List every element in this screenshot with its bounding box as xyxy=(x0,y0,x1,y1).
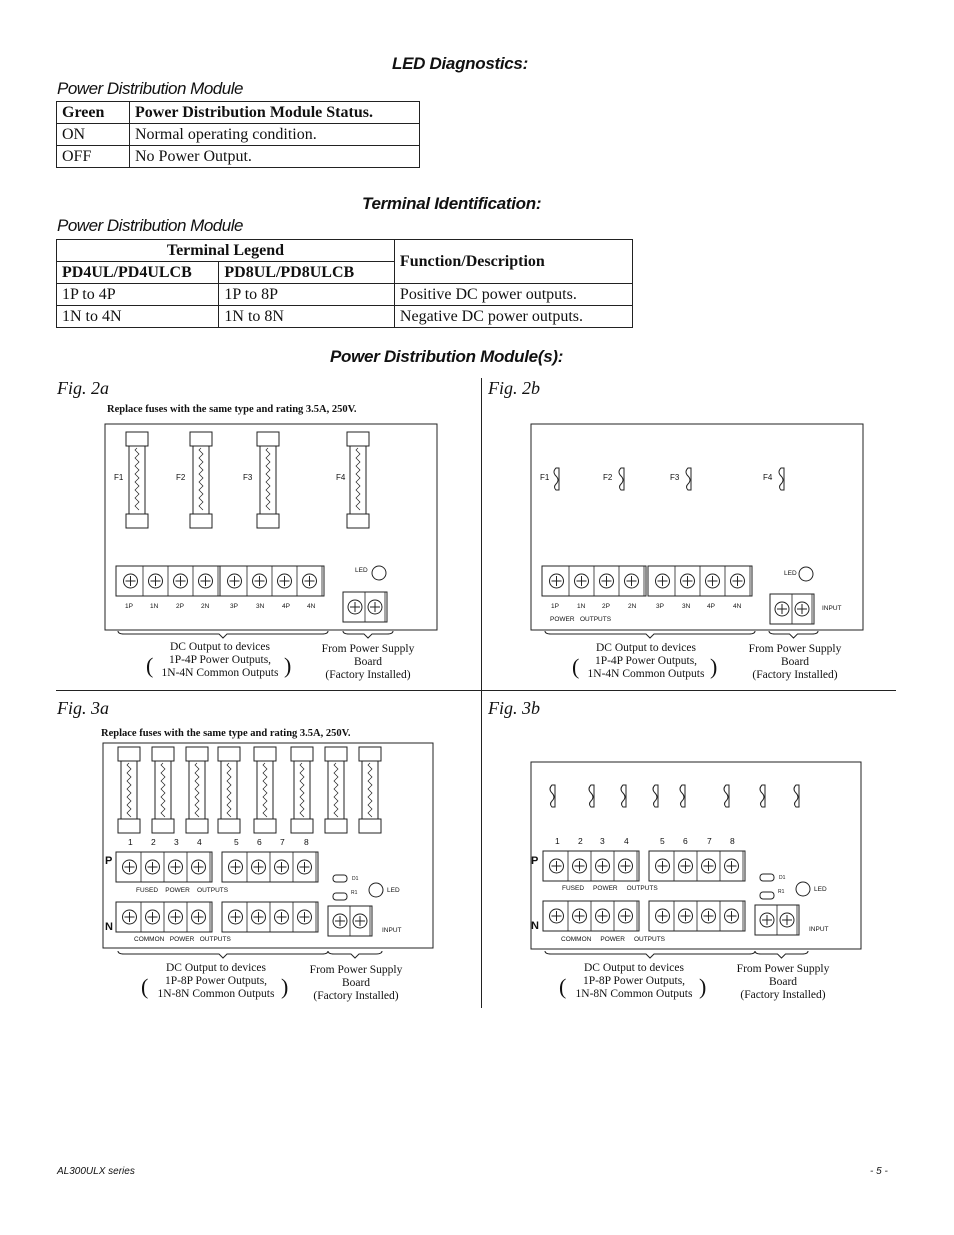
table-cell: Normal operating condition. xyxy=(130,124,420,146)
caption-line: (Factory Installed) xyxy=(325,669,411,681)
fuse-cap xyxy=(257,432,279,446)
terminal-label: 4N xyxy=(307,603,316,610)
number-label: 3 xyxy=(174,837,179,847)
r1-label: R1 xyxy=(351,890,358,896)
fuse-element xyxy=(356,448,360,510)
led-indicator xyxy=(799,567,813,581)
modules-title: Power Distribution Module(s): xyxy=(330,347,564,366)
input-label: INPUT xyxy=(822,605,842,612)
fuse-clip xyxy=(550,785,555,807)
fuse-cap xyxy=(359,747,381,761)
fuse-clip xyxy=(794,785,799,807)
fused-power-outputs-label: FUSED POWER OUTPUTS xyxy=(562,885,658,892)
fuse-cap xyxy=(347,432,369,446)
fig-2b-from-caption xyxy=(740,643,850,682)
fuse-element xyxy=(227,763,231,817)
fuse-label: F1 xyxy=(540,473,550,482)
fuse-clip xyxy=(680,785,685,807)
fuse-cap xyxy=(291,819,313,833)
fuse-cap xyxy=(118,747,140,761)
led-diagnostics-title: LED Diagnostics: xyxy=(392,54,528,73)
terminal-label: 2N xyxy=(628,603,637,610)
brace xyxy=(118,631,328,638)
caption-line: DC Output to devices xyxy=(166,962,266,974)
caption-line: From Power Supply xyxy=(309,964,403,976)
number-label: 1 xyxy=(555,836,560,846)
table-cell: 1P to 8P xyxy=(219,284,395,306)
fig-2a-from-caption xyxy=(313,643,423,682)
table-cell: OFF xyxy=(57,146,130,168)
left-paren: ( xyxy=(572,654,580,679)
header-cell: Function/Description xyxy=(394,240,632,284)
footer-series: AL300ULX series xyxy=(57,1166,135,1177)
terminal-label: 4P xyxy=(282,603,290,610)
left-paren: ( xyxy=(141,974,149,999)
caption-line: Board xyxy=(353,656,383,668)
fuse-body xyxy=(328,761,344,819)
input-label: INPUT xyxy=(382,927,402,934)
led-module-title: Power Distribution Module xyxy=(57,79,243,98)
d1-label: D1 xyxy=(779,875,786,881)
fuse-label: F1 xyxy=(114,473,124,482)
terminal-label: 4P xyxy=(707,603,715,610)
table-cell: 1N to 8N xyxy=(219,306,395,328)
number-label: 1 xyxy=(128,837,133,847)
caption-line: Board xyxy=(768,976,798,988)
brace xyxy=(343,631,393,638)
terminal-label: 3N xyxy=(256,603,265,610)
fuse-body xyxy=(294,761,310,819)
fuse-clip xyxy=(653,785,658,807)
fuse-clip xyxy=(589,785,594,807)
common-power-outputs-label: COMMON POWER OUTPUTS xyxy=(134,936,231,943)
led-indicator xyxy=(372,566,386,580)
fuse-label: F4 xyxy=(763,473,773,482)
n-label: N xyxy=(105,921,113,933)
power-outputs-label: POWER OUTPUTS xyxy=(550,616,612,623)
number-label: 7 xyxy=(280,837,285,847)
fig-3a-label: Fig. 3a xyxy=(57,698,109,718)
fuse-element xyxy=(334,763,338,817)
led-indicator xyxy=(369,883,383,897)
caption-line: 1N-8N Common Outputs xyxy=(157,988,275,1000)
fuse-element xyxy=(127,763,131,817)
brace xyxy=(545,631,755,638)
terminal-label: 1N xyxy=(577,603,586,610)
table-cell: 1P to 4P xyxy=(57,284,219,306)
fig-2a-dc-caption xyxy=(158,641,282,680)
fuse-element xyxy=(195,763,199,817)
caption-line: Board xyxy=(780,656,810,668)
terminal-label: 3P xyxy=(230,603,238,610)
fuse-element xyxy=(263,763,267,817)
fuse-cap xyxy=(325,819,347,833)
number-label: 8 xyxy=(730,836,735,846)
header-cell: Terminal Legend xyxy=(57,240,395,262)
number-label: 2 xyxy=(578,836,583,846)
fuse-body xyxy=(189,761,205,819)
brace xyxy=(118,951,328,958)
fig-2b-label: Fig. 2b xyxy=(488,378,540,398)
fig-3b-label: Fig. 3b xyxy=(488,698,540,718)
left-paren: ( xyxy=(146,653,154,678)
caption-line: 1N-4N Common Outputs xyxy=(161,667,279,679)
fuse-clip xyxy=(621,785,626,807)
terminal-label: 1P xyxy=(551,603,559,610)
p-label: P xyxy=(531,855,539,867)
fig-2b-board xyxy=(531,424,863,630)
table-cell: 1N to 4N xyxy=(57,306,219,328)
fuse-cap xyxy=(254,747,276,761)
fig-3a-from-caption xyxy=(301,964,411,1003)
number-label: 2 xyxy=(151,837,156,847)
caption-line: DC Output to devices xyxy=(596,642,696,654)
right-paren: ) xyxy=(284,653,292,678)
diode-d1 xyxy=(333,875,347,882)
terminal-label: 2N xyxy=(201,603,210,610)
caption-line: 1P-4P Power Outputs, xyxy=(168,654,272,666)
input-label: INPUT xyxy=(809,926,829,933)
fuse-cap xyxy=(126,514,148,528)
fig-2a-note: Replace fuses with the same type and rating 3.5A, 250V. xyxy=(107,404,357,415)
fuse-label: F3 xyxy=(243,473,253,482)
caption-line: 1N-8N Common Outputs xyxy=(575,988,693,1000)
terminal-label: 3P xyxy=(656,603,664,610)
p-label: P xyxy=(105,855,113,867)
fuse-clip xyxy=(554,468,559,490)
fuse-cap xyxy=(291,747,313,761)
fig-2a-label: Fig. 2a xyxy=(57,378,109,398)
caption-line: (Factory Installed) xyxy=(740,989,826,1001)
caption-line: From Power Supply xyxy=(321,643,415,655)
fuse-cap xyxy=(218,747,240,761)
led-indicator xyxy=(796,882,810,896)
header-cell: Power Distribution Module Status. xyxy=(130,102,420,124)
number-label: 4 xyxy=(197,837,202,847)
right-paren: ) xyxy=(281,974,289,999)
fuse-cap xyxy=(118,819,140,833)
fuse-cap xyxy=(359,819,381,833)
caption-line: From Power Supply xyxy=(736,963,830,975)
fuse-cap xyxy=(254,819,276,833)
led-label: LED xyxy=(355,567,368,574)
footer-page-number: - 5 - xyxy=(870,1166,888,1177)
fuse-cap xyxy=(257,514,279,528)
fuse-cap xyxy=(325,747,347,761)
fuse-label: F4 xyxy=(336,473,346,482)
table-cell: Positive DC power outputs. xyxy=(394,284,632,306)
left-paren: ( xyxy=(559,974,567,999)
fuse-body xyxy=(155,761,171,819)
fuse-element xyxy=(368,763,372,817)
brace xyxy=(769,631,818,638)
number-label: 7 xyxy=(707,836,712,846)
fuse-element xyxy=(300,763,304,817)
fuse-clip xyxy=(686,468,691,490)
fuse-element xyxy=(161,763,165,817)
number-label: 8 xyxy=(304,837,309,847)
fig-3b-dc-caption xyxy=(570,962,698,1001)
fuse-label: F2 xyxy=(176,473,186,482)
fuse-clip xyxy=(760,785,765,807)
r1-label: R1 xyxy=(778,889,785,895)
caption-line: 1N-4N Common Outputs xyxy=(587,668,705,680)
fuse-clip xyxy=(779,468,784,490)
caption-line: (Factory Installed) xyxy=(752,669,838,681)
fuse-element xyxy=(199,448,203,510)
fuse-body xyxy=(362,761,378,819)
number-label: 3 xyxy=(600,836,605,846)
d1-label: D1 xyxy=(352,876,359,882)
header-cell: PD8UL/PD8ULCB xyxy=(219,262,395,284)
caption-line: DC Output to devices xyxy=(170,641,270,653)
table-cell: ON xyxy=(57,124,130,146)
fuse-element xyxy=(266,448,270,510)
fuse-cap xyxy=(347,514,369,528)
led-label: LED xyxy=(387,887,400,894)
terminal-label: 1N xyxy=(150,603,159,610)
fuse-cap xyxy=(152,819,174,833)
terminal-label: 1P xyxy=(125,603,133,610)
fuse-clip xyxy=(724,785,729,807)
fuse-cap xyxy=(126,432,148,446)
fuse-body xyxy=(257,761,273,819)
fuse-cap xyxy=(218,819,240,833)
led-label: LED xyxy=(814,886,827,893)
caption-line: 1P-8P Power Outputs, xyxy=(164,975,268,987)
fuse-cap xyxy=(152,747,174,761)
caption-line: 1P-4P Power Outputs, xyxy=(594,655,698,667)
brace xyxy=(755,951,808,958)
table-cell: No Power Output. xyxy=(130,146,420,168)
brace xyxy=(545,951,755,958)
diode-d1 xyxy=(760,874,774,881)
terminal-label: 2P xyxy=(176,603,184,610)
resistor-r1 xyxy=(333,893,347,900)
fuse-body xyxy=(121,761,137,819)
fig-3a-note: Replace fuses with the same type and rating 3.5A, 250V. xyxy=(101,728,351,739)
caption-line: Board xyxy=(341,977,371,989)
resistor-r1 xyxy=(760,892,774,899)
fuse-cap xyxy=(190,514,212,528)
header-cell: PD4UL/PD4ULCB xyxy=(57,262,219,284)
terminal-label: 2P xyxy=(602,603,610,610)
header-cell: Green xyxy=(57,102,130,124)
terminal-label: 3N xyxy=(682,603,691,610)
right-paren: ) xyxy=(710,654,718,679)
fuse-element xyxy=(135,448,139,510)
terminal-module-title: Power Distribution Module xyxy=(57,216,243,235)
caption-line: (Factory Installed) xyxy=(313,990,399,1002)
fuse-label: F2 xyxy=(603,473,613,482)
fig-3a-dc-caption xyxy=(152,962,280,1001)
brace xyxy=(328,951,382,958)
fuse-clip xyxy=(619,468,624,490)
common-power-outputs-label: COMMON POWER OUTPUTS xyxy=(561,936,665,943)
fig-2b-dc-caption xyxy=(584,642,708,681)
led-label: LED xyxy=(784,570,797,577)
fuse-cap xyxy=(186,819,208,833)
fused-power-outputs-label: FUSED POWER OUTPUTS xyxy=(136,887,229,894)
terminal-label: 4N xyxy=(733,603,742,610)
number-label: 5 xyxy=(660,836,665,846)
caption-line: DC Output to devices xyxy=(584,962,684,974)
terminal-identification-title: Terminal Identification: xyxy=(362,194,542,213)
fig-3b-from-caption xyxy=(728,963,838,1002)
caption-line: 1P-8P Power Outputs, xyxy=(582,975,686,987)
number-label: 6 xyxy=(683,836,688,846)
caption-line: From Power Supply xyxy=(748,643,842,655)
number-label: 6 xyxy=(257,837,262,847)
number-label: 5 xyxy=(234,837,239,847)
fig-3b-board xyxy=(531,762,861,949)
right-paren: ) xyxy=(699,974,707,999)
fuse-cap xyxy=(186,747,208,761)
fuse-cap xyxy=(190,432,212,446)
table-cell: Negative DC power outputs. xyxy=(394,306,632,328)
n-label: N xyxy=(531,920,539,932)
fuse-label: F3 xyxy=(670,473,680,482)
number-label: 4 xyxy=(624,836,629,846)
fuse-body xyxy=(221,761,237,819)
